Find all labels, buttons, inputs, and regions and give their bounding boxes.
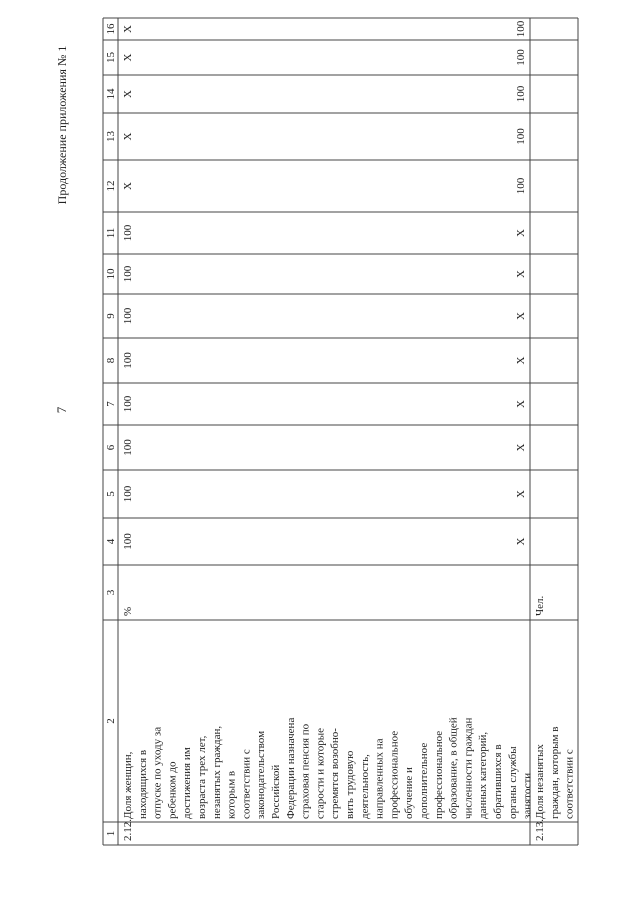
column-number: 7 [105,401,117,407]
row-name-line: данных категорий, [477,731,490,819]
row-name-line: ребенком до [166,761,179,819]
row-name-line: Доля незанятых [534,744,546,819]
cell-value: X [515,537,527,546]
row-name-line: профессиональное [432,730,445,819]
row-name-line: профессиональное [388,730,401,819]
cell-value: X [122,25,134,33]
row-name-line: достижения им [181,747,194,819]
row-unit: % [122,606,134,616]
cell-value: X [515,229,527,237]
continuation-header: Продолжение приложения № 1 [55,45,69,205]
column-number: 12 [105,180,117,192]
row-name-line: соответствии с [240,749,253,819]
row-name-line: которым в [225,770,238,819]
column-number: 4 [105,538,117,545]
row-name-line: соответствии с [563,749,576,819]
table-grid [103,18,578,845]
cell-value: X [122,90,134,98]
cell-value: X [515,312,527,320]
cell-value: 100 [515,85,527,103]
row-name-line: деятельность, [358,754,371,819]
cell-value: X [515,356,527,365]
cell-value: X [122,132,134,141]
cell-value: 100 [122,265,134,283]
column-number: 1 [105,830,117,837]
column-number: 10 [105,268,117,280]
cell-value: 100 [122,395,134,413]
row-name-line: стремятся возобно- [329,728,342,819]
table-content [105,20,576,841]
column-number: 6 [105,444,117,451]
row-name-line: Российской [270,764,282,819]
column-number: 9 [105,313,117,319]
cell-value: 100 [122,307,134,325]
column-number: 2 [105,718,117,724]
cell-value: X [515,490,527,498]
row-name-line: Федерации назначена [284,717,297,819]
cell-value: X [122,53,134,62]
row-unit: Чел. [534,595,546,616]
cell-value: 100 [122,533,134,550]
row-name-line: находящихся в [136,749,149,819]
column-number: 13 [105,131,117,142]
row-number: 2.13. [534,819,546,841]
row-name-line: образование, в общей [447,717,460,819]
row-name-line: органы службы [506,746,519,819]
cell-value: X [515,400,527,408]
cell-value: X [122,182,134,190]
column-number: 11 [105,227,117,239]
cell-value: X [515,443,527,452]
row-name-line: направленных на [373,738,386,819]
column-number: 16 [105,23,117,35]
row-name-line: обратившихся в [492,744,504,819]
cell-value: 100 [122,224,134,242]
column-number: 3 [105,589,117,596]
cell-value: 100 [122,485,134,503]
row-name-line: возраста трех лет, [196,735,208,819]
page-number: 7 [54,406,69,414]
row-name-line: страховая пенсия по [299,723,312,819]
column-number: 8 [105,357,117,364]
cell-value: 100 [515,177,527,195]
row-name-line: вить трудовую [344,750,356,819]
column-number: 15 [105,52,117,63]
row-name-line: граждан, которым в [548,726,561,819]
row-name-line: численности граждан [462,717,475,819]
row-name-line: обучение и [403,767,416,819]
cell-value: 100 [515,128,527,145]
cell-value: 100 [122,439,134,456]
cell-value: 100 [515,20,527,38]
row-number: 2.12. [122,819,134,841]
column-number: 14 [105,88,117,100]
row-name-line: Доля женщин, [122,751,134,819]
cell-value: X [515,270,527,278]
row-name-line: законодательством [255,730,268,819]
cell-value: 100 [122,352,134,369]
row-name-line: дополнительное [418,742,430,819]
row-name-line: отпуске по уходу за [151,726,164,819]
column-number: 5 [105,491,117,497]
cell-value: 100 [515,49,527,66]
row-name-line: незанятых граждан, [210,725,223,819]
row-name-line: занятости [521,772,534,819]
row-name-line: старости и которые [314,727,327,819]
